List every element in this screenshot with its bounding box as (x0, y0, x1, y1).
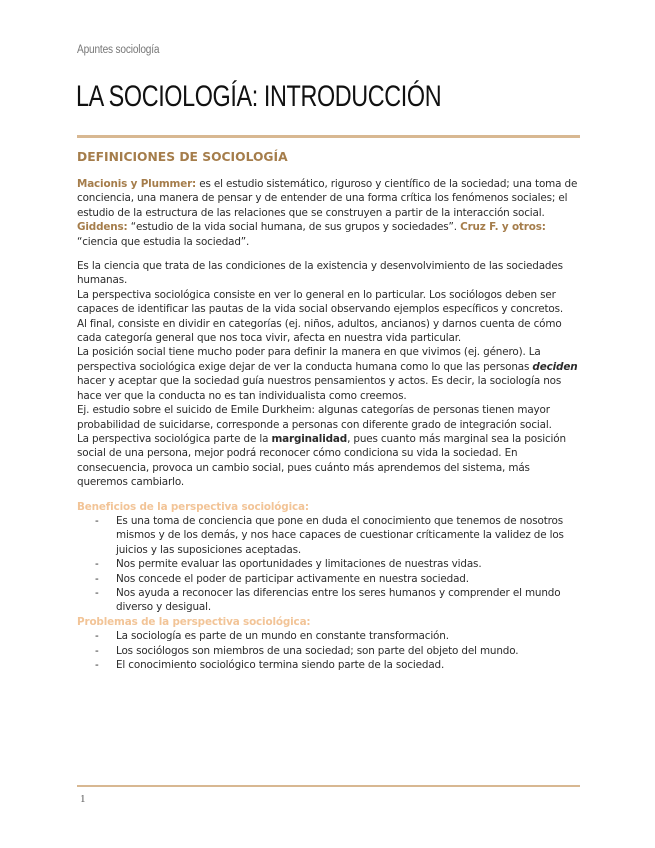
body-paragraph (77, 345, 581, 403)
body-paragraph (77, 432, 581, 490)
author-name: Macionis y Plummer: (77, 178, 197, 190)
body-text: , pues cuanto más marginal sea la posición social de una persona, mejor podrá reconocer cómo condiciona su vida la sociedad. En consecuencia, provoca un cambio social, pues cuánto más aprendemos del sistema, más queremos cambiarlo. (77, 432, 566, 489)
section-title: DEFINICIONES DE SOCIOLOGÍA (77, 150, 288, 164)
definitions-paragraph (77, 177, 581, 249)
list-item: - La sociología es parte de un mundo en constante transformación. (77, 629, 581, 643)
problems-heading: Problemas de la perspectiva sociológica: (77, 615, 311, 628)
title-divider (77, 135, 580, 138)
paragraph-spacer (77, 249, 581, 259)
benefits-list (77, 514, 581, 615)
problems-list (77, 629, 581, 672)
definition-text: es el estudio sistemático, riguroso y científico de la sociedad; una toma de conciencia, una manera de pensar y de entender de una forma crítica los fenómenos sociales; el estudio de la estructura de las relaciones que se construyen a partir de la interacción social. (77, 178, 578, 219)
benefits-heading: Beneficios de la perspectiva sociológica: (77, 500, 309, 513)
body-text: La perspectiva sociológica parte de la (77, 432, 272, 445)
list-item: - Nos ayuda a reconocer las diferencias entre los seres humanos y comprender el mundo diverso y desigual. (77, 586, 581, 615)
footer-divider (77, 785, 580, 787)
page-number: 1 (80, 793, 86, 805)
body-paragraph: La perspectiva sociológica consiste en ver lo general en lo particular. Los sociólogos deben ser capaces de identificar las pautas de la vida social observando ejemplos específicos y concretos. (77, 288, 563, 316)
list-item: - El conocimiento sociológico termina siendo parte de la sociedad. (77, 658, 581, 672)
body-text: La posición social tiene mucho poder para definir la manera en que vivimos (ej. género). La perspectiva sociológica exige dejar de ver la conducta humana como lo que las personas (77, 346, 541, 373)
list-item: - Los sociólogos son miembros de una sociedad; son parte del objeto del mundo. (77, 644, 581, 658)
list-item: - Nos permite evaluar las oportunidades y limitaciones de nuestras vidas. (77, 557, 581, 571)
definition-text: “estudio de la vida social humana, de sus grupos y sociedades”. (127, 221, 461, 234)
document-header: Apuntes sociología (77, 44, 160, 56)
body-paragraph: Al final, consiste en dividir en categorías (ej. niños, adultos, ancianos) y darnos cuenta de cómo cada categoría general que nos toca vivir, afecta en nuestra vida particular. (77, 317, 562, 345)
body-paragraph: Es la ciencia que trata de las condiciones de la existencia y desenvolvimiento de las sociedades humanas. (77, 260, 563, 287)
author-name: Giddens: (77, 221, 128, 234)
body-text: hacer y aceptar que la sociedad guía nuestros pensamientos y actos. Es decir, la sociología nos hace ver que la conducta no es tan individualista como creemos. (77, 375, 562, 402)
body-paragraph: Ej. estudio sobre el suicido de Emile Durkheim: algunas categorías de personas tienen mayor probabilidad de suicidarse, corresponde a personas con diferente grado de integración social. (77, 404, 552, 431)
emphasis-text: marginalidad (271, 432, 348, 445)
emphasis-text: deciden (532, 360, 578, 373)
list-item: - Es una toma de conciencia que pone en duda el conocimiento que tenemos de nosotros mismos y de los demás, y nos hace capaces de cuestionar críticamente la validez de los juicios y las suposiciones aceptadas. (77, 514, 581, 557)
section-body (77, 177, 581, 672)
list-item: - Nos concede el poder de participar activamente en nuestra sociedad. (77, 572, 581, 586)
paragraph-spacer (77, 490, 581, 500)
page-title: LA SOCIOLOGÍA: INTRODUCCIÓN (76, 80, 442, 113)
definition-text: “ciencia que estudia la sociedad”. (77, 235, 250, 248)
author-name: Cruz F. y otros: (460, 221, 546, 234)
